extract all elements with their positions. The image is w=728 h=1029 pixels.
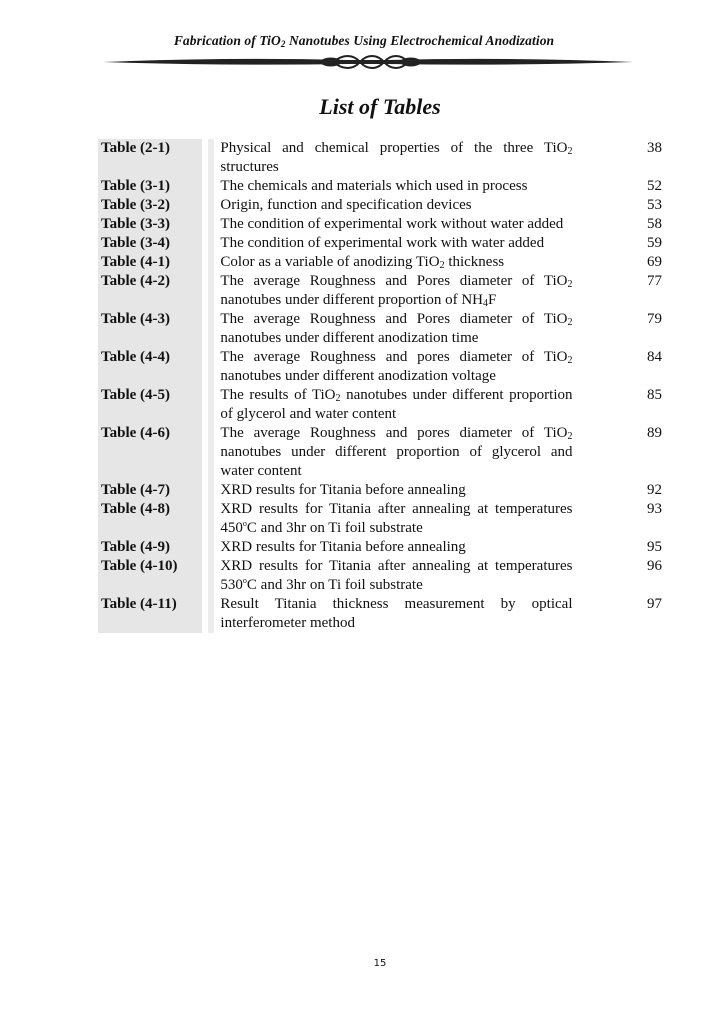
- table-entry-page: 79: [647, 311, 663, 327]
- table-entry-page: 84: [647, 349, 663, 365]
- table-entry: [98, 348, 662, 386]
- table-entry: [98, 595, 662, 633]
- table-entry-label: Table (4-5): [98, 386, 202, 424]
- table-entry: [98, 253, 662, 272]
- table-entry-page: 53: [647, 197, 663, 213]
- table-entry-label: Table (3-4): [98, 234, 202, 253]
- table-entry-page: 85: [647, 387, 663, 403]
- table-entry-label: Table (4-2): [98, 272, 202, 310]
- table-entry: [98, 538, 662, 557]
- table-entry-title: The condition of experimental work without water added: [220, 216, 564, 232]
- label-separator: [208, 215, 214, 234]
- label-separator: [208, 538, 214, 557]
- running-header: [0, 33, 728, 49]
- table-entry-title: The results of TiO$_2$ nanotubes under different proportion of glycerol and water content: [220, 387, 573, 422]
- page-title: List of Tables: [319, 94, 441, 119]
- table-entry-title: XRD results for Titania before annealing: [220, 482, 466, 498]
- table-entry-page: 77: [647, 273, 663, 289]
- table-entry-label: Table (3-2): [98, 196, 202, 215]
- table-entry-label: Table (4-6): [98, 424, 202, 481]
- label-separator: [208, 595, 214, 633]
- page-number: 15: [373, 958, 387, 969]
- label-separator: [208, 139, 214, 177]
- label-separator: [208, 481, 214, 500]
- table-entry-title: Origin, function and specification devices: [220, 197, 472, 213]
- table-entry-title: Color as a variable of anodizing TiO$_2$ thickness: [220, 254, 505, 271]
- table-entry-page: 93: [647, 501, 663, 517]
- table-entry: [98, 500, 662, 538]
- table-entry-label: Table (3-3): [98, 215, 202, 234]
- table-entry: [98, 386, 662, 424]
- table-entry-label: Table (4-8): [98, 500, 202, 538]
- header-divider-ornament: [98, 52, 638, 72]
- header-title-subscript: 2: [280, 39, 286, 49]
- list-of-tables: [98, 139, 662, 633]
- table-entry-page: 69: [647, 254, 663, 270]
- table-entry-title: The average Roughness and pores diameter of TiO$_2$ nanotubes under different anodization voltage: [220, 349, 573, 384]
- table-entry-title: XRD results for Titania after annealing at temperatures 450$^o$C and 3hr on Ti foil substrate: [220, 501, 573, 536]
- table-entry: [98, 424, 662, 481]
- label-separator: [208, 557, 214, 595]
- table-entry-label: Table (4-4): [98, 348, 202, 386]
- table-entry: [98, 196, 662, 215]
- label-separator: [208, 234, 214, 253]
- table-entry-title: Result Titania thickness measurement by optical interferometer method: [220, 596, 573, 631]
- table-entry: [98, 177, 662, 196]
- table-entry-page: 96: [647, 558, 663, 574]
- table-entry-title: The average Roughness and Pores diameter of TiO$_2$ nanotubes under different anodization time: [220, 311, 573, 346]
- label-separator: [208, 424, 214, 481]
- table-entry-title: Physical and chemical properties of the three TiO$_2$ structures: [220, 140, 573, 175]
- table-entry-title: The average Roughness and Pores diameter of TiO$_2$ nanotubes under different proportion of $NH_4F$: [220, 273, 573, 309]
- header-title-start: Fabrication of TiO: [173, 33, 281, 48]
- table-entry-label: Table (4-3): [98, 310, 202, 348]
- label-separator: [208, 177, 214, 196]
- label-separator: [208, 253, 214, 272]
- table-entry-label: Table (4-1): [98, 253, 202, 272]
- label-separator: [208, 500, 214, 538]
- table-entry-page: 95: [647, 539, 663, 555]
- table-entry-title: XRD results for Titania after annealing at temperatures 530$^o$C and 3hr on Ti foil substrate: [220, 558, 573, 593]
- table-entry-title: XRD results for Titania before annealing: [220, 539, 466, 555]
- table-entry-label: Table (4-11): [98, 595, 202, 633]
- header-title-end: Nanotubes Using Electrochemical Anodization: [285, 33, 555, 48]
- table-entry-title: The chemicals and materials which used in process: [220, 178, 528, 194]
- table-entry-label: Table (3-1): [98, 177, 202, 196]
- table-entry-page: 38: [647, 140, 663, 156]
- table-entry-title: The average Roughness and pores diameter of TiO$_2$ nanotubes under different proportion of glycerol and water content: [220, 425, 573, 479]
- table-entry-label: Table (4-10): [98, 557, 202, 595]
- table-entry-page: 59: [647, 235, 663, 251]
- table-entry-label: Table (2-1): [98, 139, 202, 177]
- table-entry: [98, 557, 662, 595]
- table-entry-label: Table (4-7): [98, 481, 202, 500]
- label-separator: [208, 196, 214, 215]
- table-entry: [98, 139, 662, 177]
- table-entry-page: 97: [647, 596, 663, 612]
- table-entry-title: The condition of experimental work with water added: [220, 235, 545, 251]
- table-entry-page: 92: [647, 482, 663, 498]
- table-entry: [98, 481, 662, 500]
- label-separator: [208, 272, 214, 310]
- label-separator: [208, 386, 214, 424]
- table-entry-page: 58: [647, 216, 663, 232]
- label-separator: [208, 348, 214, 386]
- table-entry: [98, 310, 662, 348]
- table-entry-label: Table (4-9): [98, 538, 202, 557]
- table-entry-page: 52: [647, 178, 663, 194]
- label-separator: [208, 310, 214, 348]
- table-entry: [98, 234, 662, 253]
- table-entry: [98, 272, 662, 310]
- table-entry: [98, 215, 662, 234]
- table-entry-page: 89: [647, 425, 663, 441]
